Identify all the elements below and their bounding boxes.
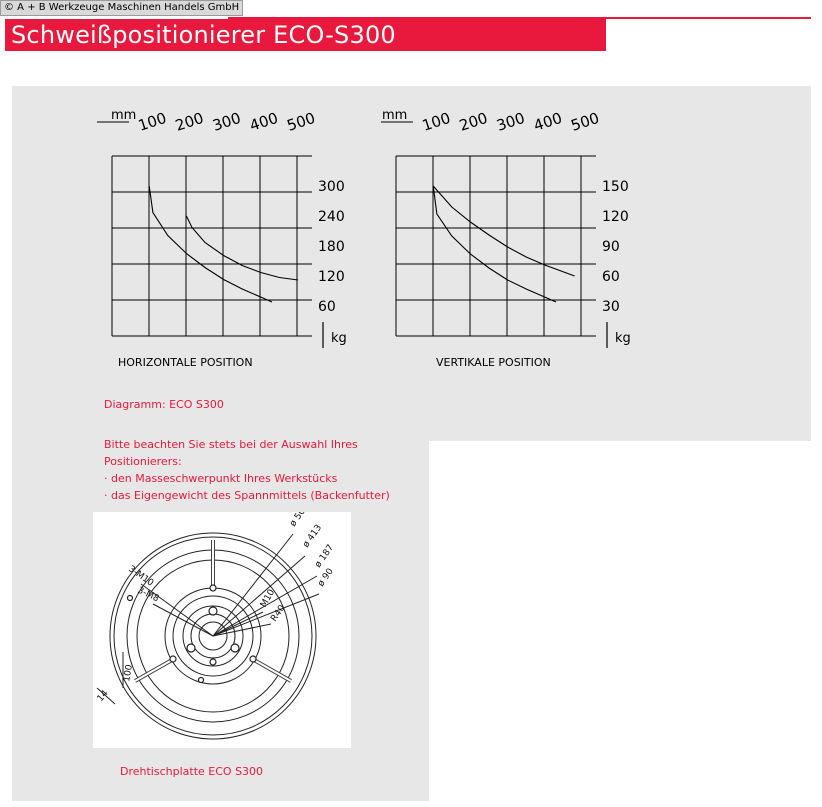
y-tick-label: 120 <box>602 209 629 225</box>
dim-label-r40: R40 <box>269 603 288 624</box>
y-tick-label: 90 <box>602 239 620 255</box>
x-tick-label: 200 <box>457 108 490 135</box>
diagram-caption: Diagramm: ECO S300 <box>104 398 224 411</box>
slot-hole-left <box>128 596 133 601</box>
y-tick-label: 60 <box>318 299 336 315</box>
y-tick-label: 30 <box>602 299 620 315</box>
dim-label-413: ø 413 <box>301 523 325 550</box>
spoke-left-inner <box>135 660 172 681</box>
y-tick-label: 180 <box>318 239 345 255</box>
x-tick-label: 300 <box>210 108 244 135</box>
dim-label-3m10: 3-M10 <box>126 564 156 589</box>
slot-hole-bottom <box>199 678 204 683</box>
x-tick-label: 400 <box>247 108 281 135</box>
page-title: Schweißpositionierer ECO-S300 <box>5 19 606 51</box>
dim-label-90: ø 90 <box>316 566 336 589</box>
drawing-caption: Drehtischplatte ECO S300 <box>120 765 264 778</box>
chart-title: VERTIKALE POSITION <box>436 356 551 369</box>
x-tick-label: 500 <box>568 108 602 135</box>
x-tick-label: 100 <box>419 108 453 135</box>
notes-bullet-chuck-weight: · das Eigengewicht des Spannmittels (Backenfutter) <box>104 489 390 502</box>
x-tick-label: 100 <box>135 108 169 135</box>
notes-intro-line1: Bitte beachten Sie stets bei der Auswahl Ihres <box>104 438 358 451</box>
chart-vertical-position <box>374 100 664 380</box>
x-tick-label: 500 <box>284 108 318 135</box>
turntable-drawing <box>93 512 351 748</box>
copyright-label: © A + B Werkzeuge Maschinen Handels GmbH <box>0 0 243 16</box>
series-line-curve-1 <box>433 186 556 302</box>
dim-label-500: ø 500 <box>288 512 312 529</box>
y-tick-label: 60 <box>602 269 620 285</box>
bolt-hole-top <box>209 607 217 615</box>
notes-intro-line2: Positionierers: <box>104 455 182 468</box>
x-tick-label: 200 <box>173 108 206 135</box>
series-line-curve-1 <box>149 186 272 302</box>
y-tick-label: 300 <box>318 179 345 195</box>
y-tick-label: 150 <box>602 179 629 195</box>
x-tick-label: 300 <box>494 108 528 135</box>
series-line-curve-2 <box>433 186 574 276</box>
y-tick-label: 240 <box>318 209 345 225</box>
x-tick-label: 400 <box>531 108 565 135</box>
mount-hole-right <box>250 656 256 662</box>
dim-label-187: ø 187 <box>313 543 337 570</box>
spoke-right-inner <box>254 660 291 681</box>
dim-label-3m8: 3-M8 <box>135 585 161 605</box>
leader-500 <box>213 534 293 636</box>
y-tick-label: 120 <box>318 269 345 285</box>
bolt-hole-right <box>231 644 239 652</box>
dim-label-14: 14 <box>95 688 111 704</box>
x-unit-label: mm <box>111 108 137 123</box>
turntable-drawing-svg <box>93 512 351 748</box>
chart-horizontal-position <box>90 100 380 380</box>
series-line-curve-2 <box>186 216 298 280</box>
selection-notes <box>104 436 390 504</box>
mount-hole-top <box>210 585 216 591</box>
dim-label-m10: M10 <box>258 587 278 610</box>
x-unit-label: mm <box>382 108 408 123</box>
leader-r40 <box>213 624 271 636</box>
mount-hole-left <box>170 656 176 662</box>
y-unit-label: kg <box>331 331 347 346</box>
dim-label-100: 100 <box>122 663 135 683</box>
bolt-hole-left <box>187 644 195 652</box>
notes-bullet-center-of-mass: · den Masseschwerpunkt Ihres Werkstücks <box>104 472 338 485</box>
y-unit-label: kg <box>615 331 631 346</box>
mount-hole-bottom <box>210 659 216 665</box>
chart-title: HORIZONTALE POSITION <box>118 356 253 369</box>
